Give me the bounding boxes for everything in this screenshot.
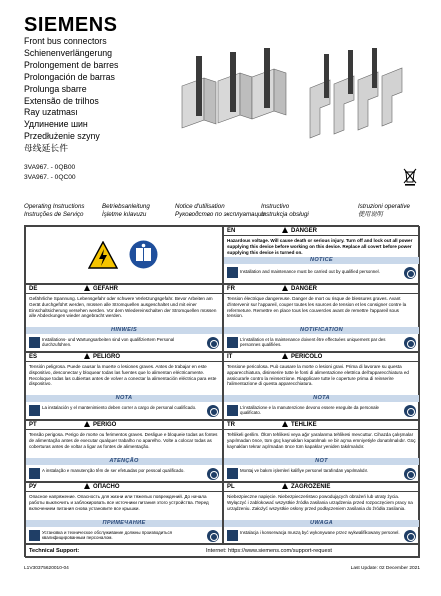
signal-word-text: PERICOLO	[291, 354, 323, 360]
qualified-person-icon	[404, 267, 416, 279]
info-icon	[29, 530, 40, 541]
section-header	[224, 353, 419, 362]
high-voltage-warning-icon	[88, 241, 118, 269]
section-fr	[223, 284, 420, 352]
signal-word	[282, 285, 317, 294]
signal-word-text: TEHLİKE	[291, 422, 317, 428]
signal-word	[84, 483, 120, 492]
danger-text: Niebezpieczne napięcie. Niebezpieczeństwo powodujących obrażeń lub utraty życia. Wyłączyć i zablokować wszystkie źródła zasilania urządzenia przed rozpoczęciem pracy na urządzeniu. Założyć wszystkie osłony przed podłączeniem zasilania do źródła zasilania.	[227, 494, 413, 511]
info-icon	[29, 337, 40, 348]
siemens-logo: SIEMENS	[24, 14, 118, 36]
support-link[interactable]: Internet: https://www.siemens.com/support-request	[206, 548, 332, 554]
info-icon	[227, 530, 238, 541]
language-label: Instruções de Serviço	[24, 211, 84, 218]
language-code: ES	[29, 354, 38, 360]
language-code: DE	[29, 286, 38, 292]
section-es	[25, 352, 223, 420]
notice-text: Установка и техническое обслуживание должны производиться квалифицированным персоналом.	[42, 530, 173, 541]
read-manual-icon	[129, 240, 158, 269]
language-label: Notice d'utilisation	[175, 203, 225, 210]
section-header	[26, 353, 222, 362]
signal-word	[84, 285, 118, 294]
signal-word	[84, 353, 120, 362]
qualified-person-icon	[207, 468, 219, 480]
language-code: EN	[227, 228, 236, 234]
info-icon	[29, 468, 40, 479]
notice-bar: NOTA	[26, 395, 222, 402]
weee-bin-icon	[403, 168, 417, 186]
signal-word	[282, 227, 317, 236]
notice-bar: NOTICE	[224, 257, 419, 264]
section-header	[224, 227, 419, 236]
title-line: Przedłużenie szyny	[24, 131, 100, 142]
info-icon	[227, 468, 238, 479]
section-en	[223, 226, 420, 284]
info-icon	[29, 405, 40, 416]
danger-text: Tensão perigosa. Perigo de morte ou ferimentos graves. Desligue e bloqueie todas as fontes de alimentação antes de executar qualquer trabalho no aparelho. Volte a colocar todas as coberturas antes de voltar a ligar as fontes de alimentação.	[29, 432, 218, 449]
notice-bar: ATENÇÃO	[26, 458, 222, 465]
section-ru	[25, 482, 223, 544]
title-line: Front bus connectors	[24, 36, 107, 46]
title-line: Prolongement de barres	[24, 59, 119, 70]
language-code: TR	[227, 422, 235, 428]
section-de	[25, 284, 223, 352]
notice-bar: UWAGA	[224, 520, 419, 527]
order-codes	[24, 163, 76, 182]
title-line: Extensão de trilhos	[24, 95, 99, 106]
warning-triangle-icon	[282, 227, 288, 233]
language-code: FR	[227, 286, 235, 292]
section-pl	[223, 482, 420, 544]
language-label: Instructivo	[261, 203, 290, 210]
title-line: 母线延长件	[24, 143, 68, 154]
warning-triangle-icon	[282, 421, 288, 427]
title-line: Удлинение шин	[24, 119, 88, 130]
signal-word-text: PERIGO	[93, 422, 117, 428]
bus-connector-illustration	[174, 48, 424, 148]
info-icon	[227, 337, 238, 348]
danger-text: Tensión peligrosa. Puede causar la muerte o lesiones graves. Antes de trabajar en este dispositivo, desconectar y bloquear todas las fuentes que lo alimentan eléctricamente. Recoloque todas las cubiertas antes de volver a conectar la alimentación eléctrica para este dispositivo.	[29, 364, 217, 387]
info-icon	[227, 405, 238, 416]
danger-text: Tehlikeli gerilim. Ölüm tehlikesi veya ağır yaralanma tehlikesi mevcuttur. Cihazda çalışmalar yapılmadan önce, tüm güç kaynakları kapatılmalı ve bir açma emniyetiyle donatılmalıdır. Güç kaynakları tekrar açılmadan önce tüm kapaklar yeniden takılmalıdır.	[227, 432, 416, 449]
notice-text: Instalacja i konserwacja muszą być wykonywane przez wykwalifikowany personel.	[240, 530, 400, 535]
safety-grid	[24, 225, 419, 557]
qualified-person-icon	[207, 530, 219, 542]
title-line: Schienenverlängerung	[24, 47, 113, 58]
notice-text: A instalação e manutenção têm de ser efetuadas por pessoal qualificado.	[42, 468, 185, 473]
notice-text: Montaj ve bakım işlemleri kalifiye personel tarafından yapılmalıdır.	[240, 468, 369, 473]
notice-text: La instalación y el mantenimiento deben correr a cargo de personal cualificado.	[42, 405, 197, 410]
qualified-person-icon	[207, 405, 219, 417]
support-label: Technical Support:	[29, 548, 80, 554]
qualified-person-icon	[404, 468, 416, 480]
signal-word-text: DANGER	[291, 286, 318, 292]
notice-text: L'installation et la maintenance doivent être effectuées uniquement par des personnes qualifiées.	[240, 337, 386, 348]
language-label: İşletme kılavuzu	[102, 211, 147, 218]
warning-triangle-icon	[84, 421, 90, 427]
section-header	[26, 421, 222, 430]
qualified-person-icon	[404, 405, 416, 417]
danger-text: Gefährliche Spannung. Lebensgefahr oder schwere Verletzungsgefahr. Bevor Arbeiten am Gerät durchgeführt werden, müssen alle Stromquellen ausgeschaltet und mit einer Einschaltsicherung versehen werden. Vor dem Wiedereinschalten der Stromquellen müssen alle Abdeckungen wieder angebracht werden.	[29, 296, 217, 319]
notice-text: Installations- und Wartungsarbeiten sind von qualifiziertem Personal durchzuführen.	[42, 337, 175, 348]
signal-word-text: PELIGRO	[93, 354, 121, 360]
section-tr	[223, 420, 420, 482]
section-it	[223, 352, 420, 420]
language-label: 使用说明	[358, 211, 383, 218]
section-header	[26, 285, 222, 294]
signal-word-text: GEFAHR	[93, 286, 119, 292]
notice-bar: ПРИМЕЧАНИЕ	[26, 520, 222, 527]
language-label: Instrukcja obsługi	[261, 211, 309, 218]
danger-text: Hazardous voltage. Will cause death or serious injury. Turn off and lock out all power supplying this device before working on this device. Replace all covert before power supplying this device is turned on.	[227, 238, 413, 255]
signal-word	[282, 483, 330, 492]
warning-triangle-icon	[84, 353, 90, 359]
signal-word-text: DANGER	[291, 228, 318, 234]
title-line: Prolunga sbarre	[24, 83, 87, 94]
title-line: Prolongación de barras	[24, 71, 115, 82]
notice-text: L'installazione e la manutenzione devono essere eseguite da personale qualificato.	[240, 405, 379, 416]
document-id: L1V30375620010-04	[24, 566, 69, 571]
section-pt	[25, 420, 223, 482]
warning-triangle-icon	[84, 483, 90, 489]
notice-bar: NOTA	[224, 395, 419, 402]
warning-triangle-icon	[84, 285, 90, 291]
pictogram-cell	[25, 226, 223, 284]
language-code: PT	[29, 422, 37, 428]
signal-word	[282, 353, 322, 362]
language-label: Руководство по эксплуатации	[175, 211, 265, 218]
signal-word	[84, 421, 116, 430]
signal-word	[282, 421, 317, 430]
title-line: Ray uzatması	[24, 107, 78, 118]
section-header	[224, 421, 419, 430]
order-code: 3VA967. - 0QC00	[24, 173, 76, 181]
danger-text: Tension électrique dangereuse. Danger de mort ou risque de blessures graves. Avant d'intervenir sur l'appareil, couper toutes les sources de tension et les consigner contre la refermeture. Remettre en place tous les couvercles avant de remettre l'appareil sous tension.	[227, 296, 407, 319]
notice-text: Installation and maintenance must be carried out by qualified personnel.	[240, 269, 380, 274]
notice-bar: NOTIFICATION	[224, 327, 419, 334]
language-label: Operating Instructions	[24, 203, 85, 210]
qualified-person-icon	[207, 337, 219, 349]
info-icon	[227, 267, 238, 278]
language-label: Betriebsanleitung	[102, 203, 150, 210]
section-header	[224, 285, 419, 294]
notice-bar: NOT	[224, 458, 419, 465]
language-code: IT	[227, 354, 233, 360]
signal-word-text: ZAGROŻENIE	[291, 484, 331, 490]
language-code: PL	[227, 484, 235, 490]
section-header	[224, 483, 419, 492]
section-header	[26, 483, 222, 492]
danger-text: Tensione pericolosa. Può causare la morte o lesioni gravi. Prima di lavorare su questa apparecchiatura, disinserire tutte le fonti di alimentazione elettrica dell'apparecchiatura ed assicurarle contro la reinserzione. Riapplicare tutte le coperture prima di reinserire l'alimentazione di questa apparecchiatura.	[227, 364, 409, 387]
qualified-person-icon	[404, 530, 416, 542]
language-label: Istruzioni operative	[358, 203, 410, 210]
danger-text: Опасное напряжение. Опасность для жизни или тяжелых повреждений. До начала работы выключить и заблокировать все источники питания этого устройства. Перед включением питания снова установите все крышки.	[29, 494, 209, 511]
notice-bar: HINWEIS	[26, 327, 222, 334]
order-code: 3VA967. - 0QB00	[24, 164, 76, 171]
warning-triangle-icon	[282, 353, 288, 359]
warning-triangle-icon	[282, 285, 288, 291]
support-row	[25, 544, 420, 558]
warning-triangle-icon	[282, 483, 288, 489]
qualified-person-icon	[404, 337, 416, 349]
signal-word-text: ОПАСНО	[93, 484, 120, 490]
last-update: Last Update: 02 December 2021	[350, 566, 420, 571]
language-code: РУ	[29, 484, 37, 490]
product-titles	[24, 36, 118, 155]
